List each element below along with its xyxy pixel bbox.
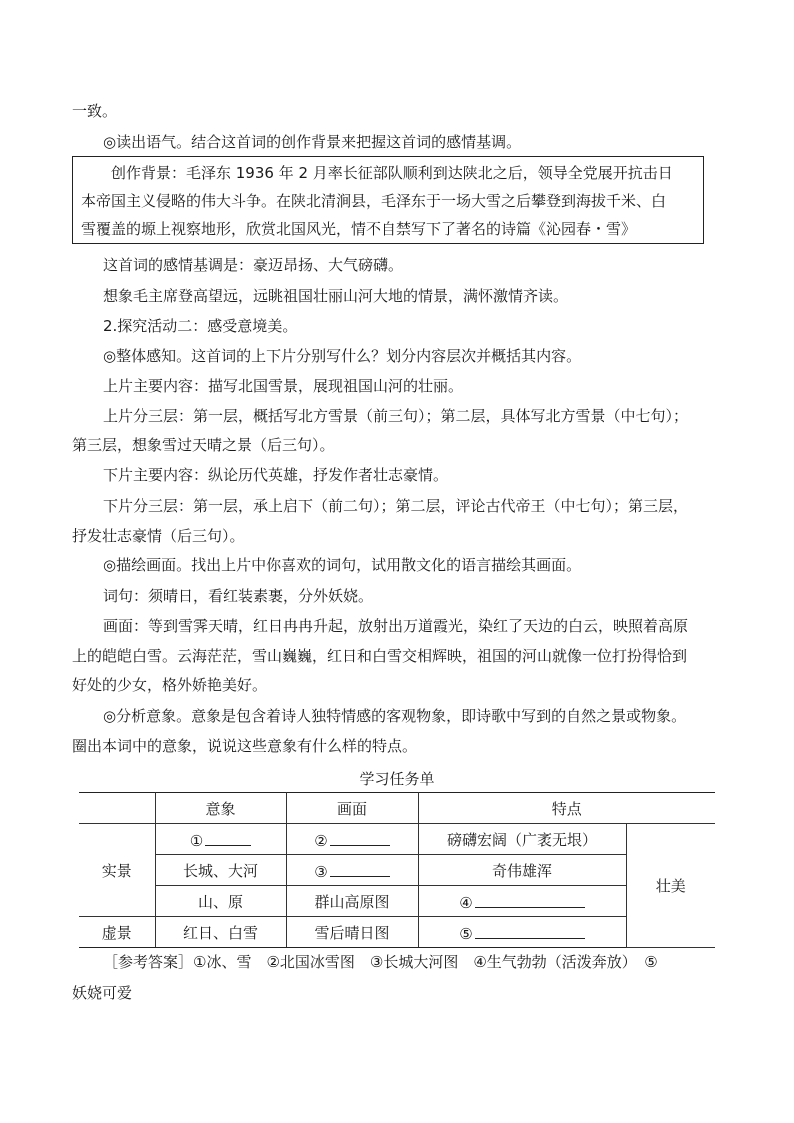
read-tone-heading: ◎读出语气。结合这首词的创作背景来把握这首词的感情基调。 — [103, 133, 522, 151]
table-cell: 山、原 — [155, 886, 286, 917]
table-header-blank — [79, 793, 155, 824]
describe-heading: ◎描绘画面。找出上片中你喜欢的词句，试用散文化的语言描绘其画面。 — [103, 556, 582, 574]
tone-text: 这首词的感情基调是：豪迈昂扬、大气磅礴。 — [103, 256, 404, 274]
table-cell: 雪后晴日图 — [286, 917, 418, 948]
table-cell: 磅礴宏阔（广袤无垠） — [418, 824, 626, 855]
intro-tail: 一致。 — [72, 102, 118, 120]
blank-label: ③ — [314, 862, 328, 881]
task-table — [79, 792, 715, 948]
table-cell — [286, 855, 418, 886]
blank-label: ① — [189, 831, 204, 850]
table-cell: 红日、白雪 — [155, 917, 286, 948]
picture-line-3: 好处的少女，格外娇艳美好。 — [72, 676, 268, 694]
table-header-picture: 画面 — [286, 793, 418, 824]
activity2-heading: 2.探究活动二：感受意境美。 — [103, 317, 298, 335]
overall-heading: ◎整体感知。这首词的上下片分别写什么？划分内容层次并概括其内容。 — [103, 347, 582, 365]
phrase-text: 词句：须晴日，看红装素裹，分外妖娆。 — [103, 587, 374, 605]
upper-layers-line-1: 上片分三层：第一层，概括写北方雪景（前三句）；第二层，具体写北方雪景（中七句）； — [103, 407, 689, 425]
background-line-1: 创作背景：毛泽东 1936 年 2 月率长征部队顺利到达陕北之后，领导全党展开抗击日 — [111, 164, 673, 182]
table-cell — [286, 824, 418, 855]
background-line-2: 本帝国主义侵略的伟大斗争。在陕北清涧县，毛泽东于一场大雪之后攀登到海拔千米、白 — [81, 192, 667, 210]
imagine-text: 想象毛主席登高望远，远眺祖国壮丽山河大地的情景，满怀激情齐读。 — [103, 287, 569, 305]
answer-line-2: 妖娆可爱 — [72, 984, 133, 1002]
table-caption: 学习任务单 — [359, 770, 435, 788]
virtual-scene-label: 虚景 — [79, 917, 155, 948]
lower-layers-line-1: 下片分三层：第一层，承上启下（前二句）；第二层，评论古代帝王（中七句）；第三层， — [103, 497, 689, 515]
background-line-3: 雪覆盖的塬上视察地形，欣赏北国风光，情不自禁写下了著名的诗篇《沁园春・雪》 — [81, 220, 637, 238]
table-header-image: 意象 — [155, 793, 286, 824]
fill-blank — [330, 829, 390, 846]
fill-blank — [330, 860, 390, 877]
background-box — [72, 156, 704, 244]
blank-label: ② — [314, 831, 328, 850]
picture-line-1: 画面：等到雪霁天晴，红日冉冉升起，放射出万道霞光，染红了天边的白云，映照着高原 — [103, 617, 689, 635]
real-scene-label: 实景 — [79, 824, 155, 917]
blank-label: ④ — [459, 893, 473, 912]
table-row — [79, 824, 715, 855]
table-cell — [155, 824, 286, 855]
table-cell: 奇伟雄浑 — [418, 855, 626, 886]
overall-feature: 壮美 — [626, 824, 715, 948]
table-row — [79, 793, 715, 824]
upper-main: 上片主要内容：描写北国雪景，展现祖国山河的壮丽。 — [103, 377, 464, 395]
upper-layers-line-2: 第三层，想象雪过天晴之景（后三句）。 — [72, 436, 335, 454]
table-row — [79, 917, 715, 948]
fill-blank — [475, 922, 585, 939]
fill-blank — [475, 891, 585, 908]
table-cell: 群山高原图 — [286, 886, 418, 917]
picture-line-2: 上的皑皑白雪。云海茫茫，雪山巍巍，红日和白雪交相辉映，祖国的河山就像一位打扮得恰到 — [72, 647, 688, 665]
answer-line-1: ［参考答案］①冰、雪 ②北国冰雪图 ③长城大河图 ④生气勃勃（活泼奔放） ⑤ — [103, 953, 658, 971]
table-cell — [418, 917, 626, 948]
lower-layers-line-2: 抒发壮志豪情（后三句）。 — [72, 527, 245, 545]
table-header-feature: 特点 — [418, 793, 715, 824]
table-cell — [418, 886, 626, 917]
analyze-heading-line-2: 圈出本词中的意象，说说这些意象有什么样的特点。 — [72, 737, 418, 755]
lower-main: 下片主要内容：纵论历代英雄，抒发作者壮志豪情。 — [103, 466, 449, 484]
fill-blank — [205, 829, 251, 846]
table-row — [79, 886, 715, 917]
table-cell: 长城、大河 — [155, 855, 286, 886]
analyze-heading-line-1: ◎分析意象。意象是包含着诗人独特情感的客观物象，即诗歌中写到的自然之景或物象。 — [103, 707, 687, 725]
table-row — [79, 855, 715, 886]
blank-label: ⑤ — [459, 924, 473, 943]
